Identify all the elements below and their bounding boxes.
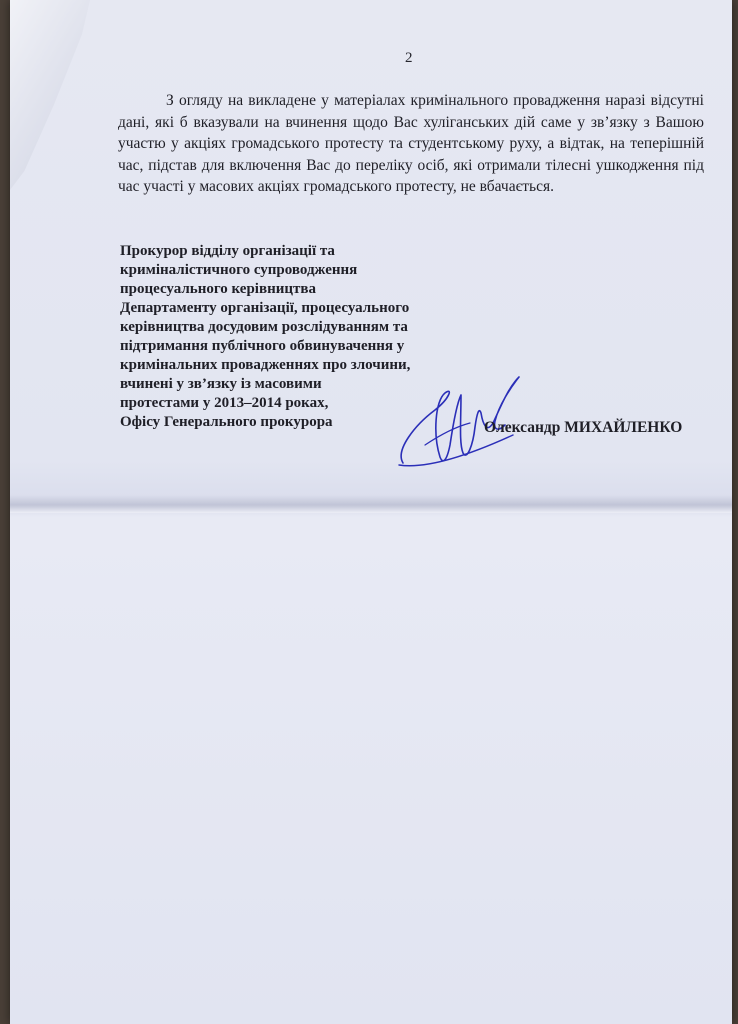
body-paragraph: З огляду на викладене у матеріалах кримінального провадження наразі відсутні дані, які б вказували на вчинення щодо Вас хуліганських дій саме у зв’язку з Вашою участю у акціях громадського протесту та студентському руху, а відтак, на теперішній час, підстав для включення Вас до переліку осіб, які отримали тілесні ушкодження під час участі у масових акціях громадського протесту, не вбачається. [118,92,704,195]
title-line: Департаменту організації, процесуального [120,300,410,316]
title-line: протестами у 2013–2014 роках, [120,395,329,411]
title-line: підтримання публічного обвинувачення у [120,338,405,354]
page-corner-curl [10,0,90,190]
document-page [10,0,732,1024]
title-line: кримінальних провадженнях про злочини, [120,357,411,373]
page-number: 2 [405,50,413,66]
title-line: вчинені у зв’язку із масовими [120,376,322,392]
paper-fold [10,495,732,513]
title-line: Офісу Генерального прокурора [120,414,333,430]
title-line: криміналістичного супроводження [120,262,358,278]
letter-body [118,90,704,198]
title-line: процесуального керівництва [120,281,316,297]
title-line: керівництва досудовим розслідуванням та [120,319,408,335]
title-line: Прокурор відділу організації та [120,243,335,259]
signer-name: Олександр МИХАЙЛЕНКО [484,419,683,436]
